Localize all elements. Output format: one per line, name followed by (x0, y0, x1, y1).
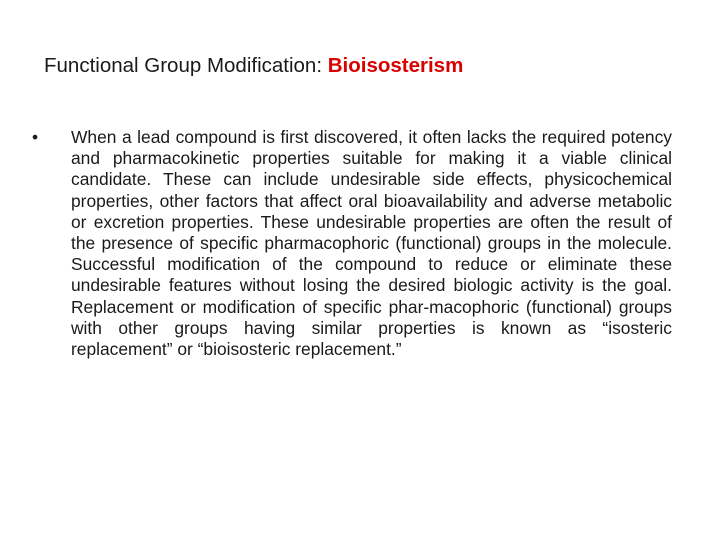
body-paragraph: When a lead compound is first discovered, it often lacks the required potency and pharmacokinetic properties suitable for making it a viable clinical candidate. These can include undesirable side effects, physicochemical properties, other factors that affect oral bioavailability and adverse metabolic or excretion properties. These undesirable properties are often the result of the presence of specific pharmacophoric (functional) groups in the molecule. Successful modification of the compound to reduce or eliminate these undesirable features without losing the desired biologic activity is the goal. Replacement or modification of specific phar-macophoric (functional) groups with other groups having similar properties is known as “isosteric replacement” or “bioisosteric replacement.” (71, 127, 672, 360)
bullet-item (30, 127, 672, 360)
title-prefix: Functional Group Modification: (44, 54, 328, 77)
slide-title (44, 54, 463, 78)
title-highlight: Bioisosterism (327, 54, 464, 77)
bullet-marker: • (32, 127, 39, 147)
